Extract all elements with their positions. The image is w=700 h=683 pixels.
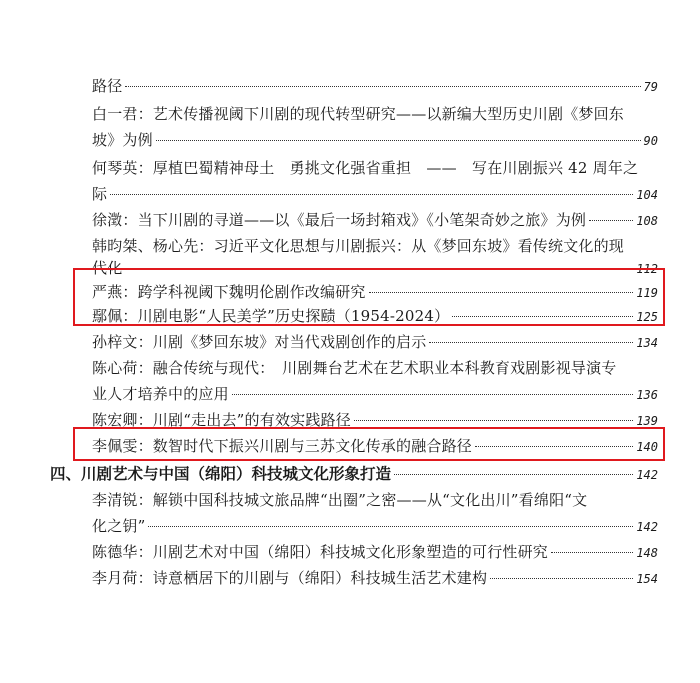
page-number: 140: [636, 440, 658, 454]
page-number: 154: [636, 572, 658, 586]
toc-entry: 孙梓文：川剧《梦回东坡》对当代戏剧创作的启示 134: [92, 330, 658, 354]
highlight-box: [73, 268, 665, 326]
page-number: 142: [636, 468, 658, 482]
dot-leader: [429, 342, 633, 343]
page-number: 119: [636, 286, 658, 300]
dot-leader: [394, 474, 633, 475]
toc-entry: 严燕：跨学科视阈下魏明伦剧作改编研究 119: [92, 280, 658, 304]
toc-entry: 李月荷：诗意栖居下的川剧与（绵阳）科技城生活艺术建构 154: [92, 566, 658, 590]
page-number: 90: [643, 134, 658, 148]
dot-leader: [354, 420, 633, 421]
toc-entry: 李清锐：解锁中国科技城文旅品牌“出圈”之密——从“文化出川”看绵阳“文: [92, 491, 588, 509]
dot-leader: [551, 552, 633, 553]
page-number: 148: [636, 546, 658, 560]
page-number: 108: [636, 214, 658, 228]
section-heading: 四、川剧艺术与中国（绵阳）科技城文化形象打造 142: [50, 462, 658, 486]
toc-entry: 白一君：艺术传播视阈下川剧的现代转型研究——以新编大型历史川剧《梦回东: [92, 105, 625, 123]
toc-entry-continued: 代化 112: [92, 256, 658, 280]
toc-entry-continued: 业人才培养中的应用 136: [92, 382, 658, 406]
dot-leader: [125, 86, 640, 87]
toc-entry: 韩昀桀、杨心先：习近平文化思想与川剧振兴：从《梦回东坡》看传统文化的现: [92, 237, 625, 255]
page-number: 112: [636, 262, 658, 276]
dot-leader: [589, 220, 633, 221]
toc-entry-continued: 化之钥” 142: [92, 514, 658, 538]
page-number: 79: [643, 80, 658, 94]
toc-entry: 李佩雯：数智时代下振兴川剧与三苏文化传承的融合路径 140: [92, 434, 658, 458]
toc-entry: 何琴英：厚植巴蜀精神母土 勇挑文化强省重担 —— 写在川剧振兴 42 周年之: [92, 159, 639, 177]
toc-entry-continued: 坡》为例 90: [92, 128, 658, 152]
toc-entry: 鄢佩：川剧电影“人民美学”历史探赜（1954-2024） 125: [92, 304, 658, 328]
highlight-box: [73, 427, 665, 461]
toc-entry: 徐澂：当下川剧的寻道——以《最后一场封箱戏》《小笔架奇妙之旅》为例 108: [92, 208, 658, 232]
page-number: 134: [636, 336, 658, 350]
page-number: 139: [636, 414, 658, 428]
page-number: 136: [636, 388, 658, 402]
toc-entry: 陈宏卿：川剧“走出去”的有效实践路径 139: [92, 408, 658, 432]
toc-entry: 陈心荷：融合传统与现代： 川剧舞台艺术在艺术职业本科教育戏剧影视导演专: [92, 359, 617, 377]
toc-entry: 路径 79: [92, 74, 658, 98]
dot-leader: [110, 194, 633, 195]
toc-entry-continued: 际 104: [92, 182, 658, 206]
dot-leader: [490, 578, 633, 579]
page-number: 142: [636, 520, 658, 534]
dot-leader: [156, 140, 641, 141]
dot-leader: [148, 526, 633, 527]
page-number: 125: [636, 310, 658, 324]
toc-entry: 陈德华：川剧艺术对中国（绵阳）科技城文化形象塑造的可行性研究 148: [92, 540, 658, 564]
dot-leader: [232, 394, 634, 395]
page-number: 104: [636, 188, 658, 202]
